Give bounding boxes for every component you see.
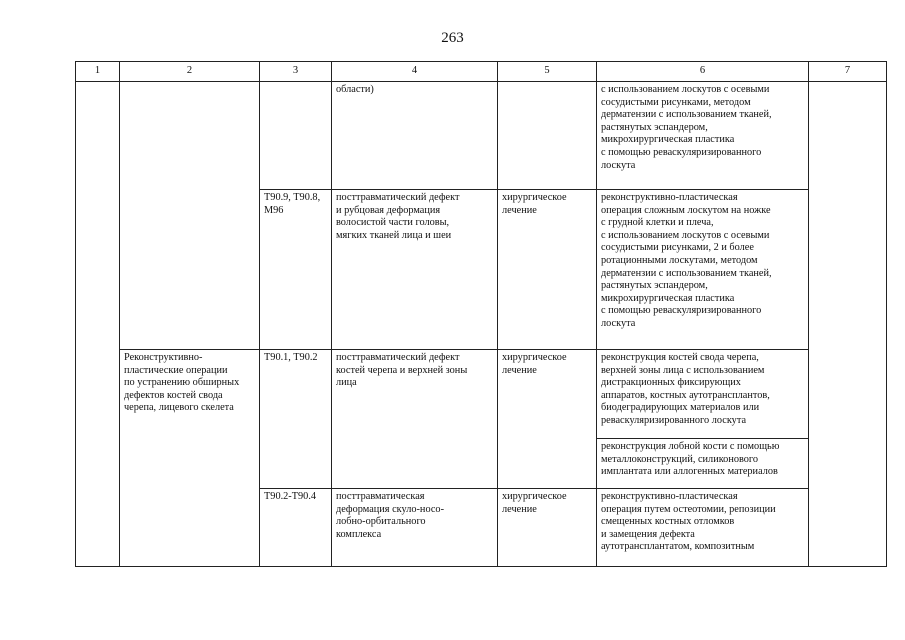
col5-cell (498, 82, 597, 190)
diagnosis-cell: посттравматическая деформация скуло-носо- лобно-орбитального комплекса (332, 489, 498, 567)
column-number-7: 7 (809, 62, 887, 82)
col1-cell (76, 82, 120, 567)
diagnosis-cell: посттравматический дефект костей черепа и верхней зоны лица (332, 350, 498, 489)
column-number-row (76, 62, 887, 82)
page-number: 263 (441, 30, 464, 46)
icd-codes-cell: T90.2-T90.4 (260, 489, 332, 567)
method-cell: реконструктивно-пластическая операция сложным лоскутом на ножке с грудной клетки и плеча, с использованием лоскутов с осевыми сосудистыми рисунками, 2 и более ротационными лоскутами, методом дерматензии с использованием тканей, растянутых эспандером, микрохирургическая пластика с помощью реваскуляризированного лоскута (597, 190, 809, 350)
col4-cell: области) (332, 82, 498, 190)
col7-cell (809, 82, 887, 567)
medical-procedures-table (75, 61, 887, 567)
method-cell: реконструкция лобной кости с помощью металлоконструкций, силиконового имплантата или аллогенных материалов (597, 439, 809, 489)
method-cell: реконструкция костей свода черепа, верхней зоны лица с использованием дистракционных фиксирующих аппаратов, костных аутотрансплантов, биодеградирующих материалов или реваскуляризированного лоскута (597, 350, 809, 439)
column-number-5: 5 (498, 62, 597, 82)
treatment-type-cell: хирургическое лечение (498, 350, 597, 489)
column-number-3: 3 (260, 62, 332, 82)
treatment-type-cell: хирургическое лечение (498, 190, 597, 350)
method-cell: реконструктивно-пластическая операция путем остеотомии, репозиции смещенных костных отломков и замещения дефекта аутотрансплантатом, композитным (597, 489, 809, 567)
table-row (76, 350, 887, 439)
column-number-1: 1 (76, 62, 120, 82)
diagnosis-cell: посттравматический дефект и рубцовая деформация волосистой части головы, мягких тканей лица и шеи (332, 190, 498, 350)
col6-cell: с использованием лоскутов с осевыми сосудистыми рисунками, методом дерматензии с использованием тканей, растянутых эспандером, микрохирургическая пластика с помощью реваскуляризированного лоскута (597, 82, 809, 190)
column-number-6: 6 (597, 62, 809, 82)
column-number-4: 4 (332, 62, 498, 82)
treatment-type-cell: хирургическое лечение (498, 489, 597, 567)
icd-codes-cell: T90.9, T90.8, M96 (260, 190, 332, 350)
table-row (76, 82, 887, 190)
procedure-name-cell: Реконструктивно- пластические операции по устранению обширных дефектов костей свода черепа, лицевого скелета (120, 350, 260, 567)
icd-codes-cell: T90.1, T90.2 (260, 350, 332, 489)
col3-cell (260, 82, 332, 190)
column-number-2: 2 (120, 62, 260, 82)
col2-cell (120, 82, 260, 350)
